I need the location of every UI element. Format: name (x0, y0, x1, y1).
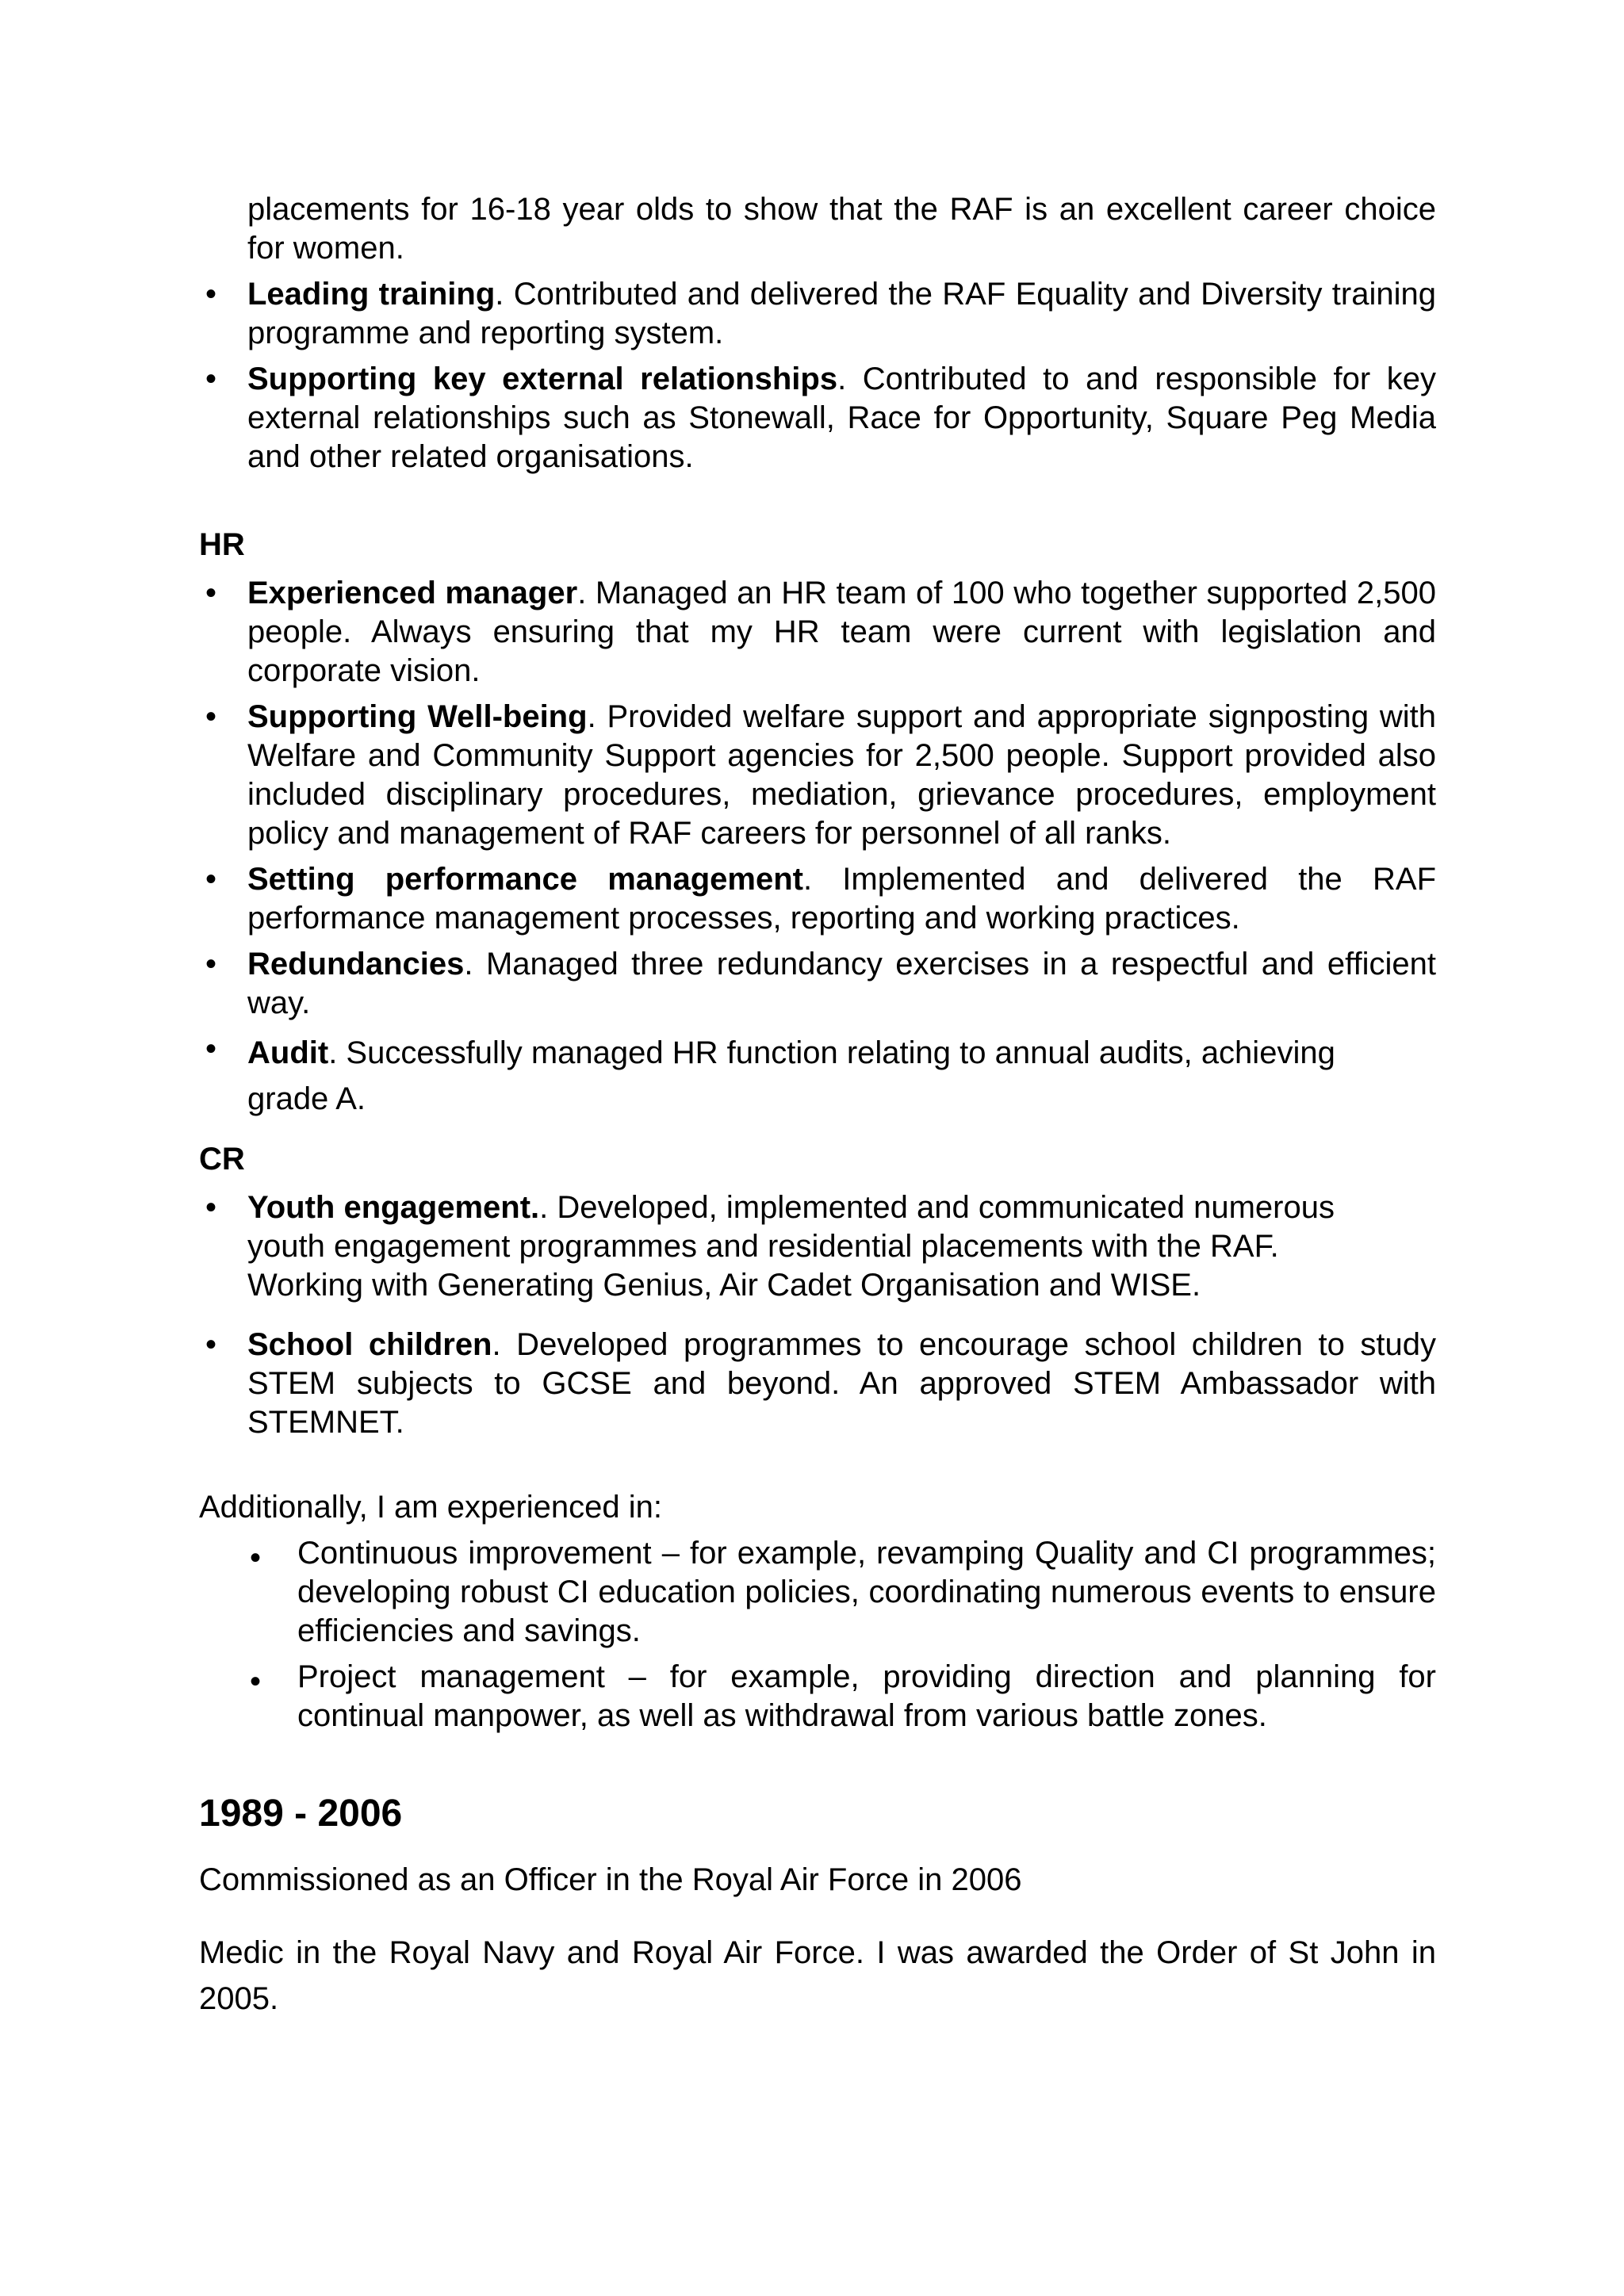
period-line-2: Medic in the Royal Navy and Royal Air Force. I was awarded the Order of St John in 2005. (199, 1935, 1436, 2016)
list-item (199, 574, 1436, 691)
item-title: Supporting key external relationships (247, 362, 838, 396)
bullet-icon: • (250, 1664, 262, 1699)
item-text: Project management – for example, providing direction and planning for continual manpower, as well as withdrawal from various battle zones. (297, 1659, 1436, 1733)
list-item (199, 1534, 1436, 1651)
item-title: School children (247, 1327, 492, 1362)
additional-intro: Additionally, I am experienced in: (199, 1490, 663, 1525)
item-text: . Developed programmes to encourage school children to study STEM subjects to GCSE and beyond. An approved STEM Ambassador with STEMNET. (247, 1327, 1436, 1440)
bullet-icon: • (250, 1540, 262, 1575)
item-text: . Successfully managed HR function relating to annual audits, achieving grade A. (247, 1035, 1335, 1116)
bullet-icon: • (205, 862, 217, 897)
hr-list (199, 574, 1436, 1122)
bullet-icon: • (205, 1031, 217, 1066)
list-item (199, 945, 1436, 1023)
item-text: . Provided welfare support and appropriate signposting with Welfare and Community Support agencies for 2,500 people. Support provided also included disciplinary procedures, mediation, grievance procedures, employment policy and management of RAF careers for personnel of all ranks. (247, 699, 1436, 851)
item-title: Leading training (247, 277, 496, 312)
section-heading-cr: CR (199, 1142, 245, 1177)
item-text: . Managed an HR team of 100 who together supported 2,500 people. Always ensuring that my HR team were current with legislation and corporate vision. (247, 576, 1437, 688)
list-item (199, 360, 1436, 476)
bullet-icon: • (205, 277, 217, 312)
additional-list (199, 1534, 1436, 1735)
list-item (199, 698, 1436, 853)
item-title: Experienced manager (247, 576, 578, 610)
item-title: Audit (247, 1035, 329, 1070)
item-text: . Managed three redundancy exercises in a respectful and efficient way. (247, 947, 1436, 1020)
item-title: Setting performance management (247, 862, 803, 897)
list-item (199, 860, 1436, 938)
bullet-icon: • (205, 1327, 217, 1362)
item-text: . Developed, implemented and communicated numerous youth engagement programmes and residential placements with the RAF. Working with Generating Genius, Air Cadet Organisation and WISE. (247, 1190, 1335, 1303)
intro-continuation: placements for 16-18 year olds to show that the RAF is an excellent career choice for women. (247, 192, 1436, 266)
item-text: Continuous improvement – for example, revamping Quality and CI programmes; developing robust CI education policies, coordinating numerous events to ensure efficiencies and savings. (297, 1536, 1436, 1648)
item-title: Supporting Well-being (247, 699, 588, 734)
list-item (199, 1030, 1389, 1122)
bullet-icon: • (205, 699, 217, 734)
item-text: . Implemented and delivered the RAF performance management processes, reporting and working practices. (247, 862, 1437, 936)
bullet-icon: • (205, 576, 217, 610)
item-text: . Contributed and delivered the RAF Equality and Diversity training programme and reporting system. (247, 277, 1437, 350)
list-item (199, 1658, 1436, 1735)
bullet-icon: • (205, 947, 217, 982)
period-line-1: Commissioned as an Officer in the Royal Air Force in 2006 (199, 1862, 1022, 1897)
item-title: Redundancies (247, 947, 465, 982)
period-heading: 1989 - 2006 (199, 1793, 403, 1835)
item-title: Youth engagement. (247, 1190, 540, 1225)
list-item (199, 275, 1436, 353)
bullet-icon: • (205, 1190, 217, 1225)
bullet-icon: • (205, 362, 217, 396)
document-content (199, 190, 1436, 2022)
cr-list (199, 1188, 1436, 1442)
list-item (199, 1326, 1436, 1442)
section-heading-hr: HR (199, 527, 245, 562)
list-item (199, 1188, 1389, 1305)
item-text: . Contributed to and responsible for key external relationships such as Stonewall, Race for Opportunity, Square Peg Media and other related organisations. (247, 362, 1436, 474)
diversity-list (199, 275, 1436, 476)
